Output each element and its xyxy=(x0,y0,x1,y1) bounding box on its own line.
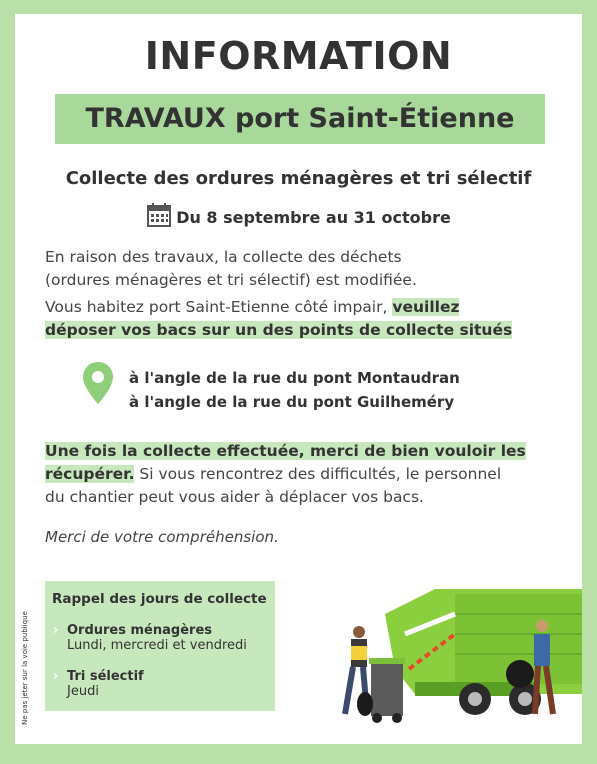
reminder-title: Rappel des jours de collecte xyxy=(52,591,267,607)
return-line-3: du chantier peut vous aider à déplacer vos bacs. xyxy=(45,488,424,506)
chevron-right-icon: › xyxy=(53,669,59,684)
date-range-text: Du 8 septembre au 31 octobre xyxy=(176,208,451,227)
page-subtitle: TRAVAUX port Saint-Étienne xyxy=(55,94,545,144)
reminder-item-label: Ordures ménagères xyxy=(67,623,212,638)
side-note-text: Ne pas jeter sur la voie publique xyxy=(21,611,29,725)
date-range xyxy=(15,202,582,228)
reminder-box xyxy=(45,581,275,711)
collection-point-1: à l'angle de la rue du pont Montaudran xyxy=(129,369,460,387)
garbage-truck-illustration xyxy=(305,574,582,724)
reminder-item-days: Lundi, mercredi et vendredi xyxy=(67,638,247,653)
return-highlight-2: récupérer. xyxy=(45,465,135,483)
reminder-item-days: Jeudi xyxy=(67,684,99,699)
collection-points xyxy=(129,366,460,414)
instruction-paragraph xyxy=(45,296,555,342)
side-note xyxy=(15,604,29,744)
location-pin-icon xyxy=(81,360,115,406)
intro-paragraph xyxy=(45,246,555,292)
collection-point-2: à l'angle de la rue du pont Guilheméry xyxy=(129,393,455,411)
instruction-text: Vous habitez port Saint-Etienne côté impair, xyxy=(45,298,388,316)
thanks-text: Merci de votre compréhension. xyxy=(45,528,279,546)
reminder-item xyxy=(55,623,247,653)
page-title: INFORMATION xyxy=(144,34,453,78)
chevron-right-icon: › xyxy=(53,623,59,638)
return-paragraph xyxy=(45,440,555,509)
calendar-icon xyxy=(146,202,172,228)
reminder-item-label: Tri sélectif xyxy=(67,669,144,684)
return-text: Si vous rencontrez des difficultés, le personnel xyxy=(134,465,502,483)
notice-heading: Collecte des ordures ménagères et tri sélectif xyxy=(65,168,532,189)
instruction-highlight-2: déposer vos bacs sur un des points de collecte situés xyxy=(45,321,513,339)
intro-line-1: En raison des travaux, la collecte des déchets xyxy=(45,248,402,266)
reminder-item xyxy=(55,669,144,699)
intro-line-2: (ordures ménagères et tri sélectif) est modifiée. xyxy=(45,271,417,289)
instruction-highlight-1: veuillez xyxy=(392,298,460,316)
flyer-page xyxy=(15,14,582,744)
return-highlight-1: Une fois la collecte effectuée, merci de bien vouloir les xyxy=(45,442,526,460)
